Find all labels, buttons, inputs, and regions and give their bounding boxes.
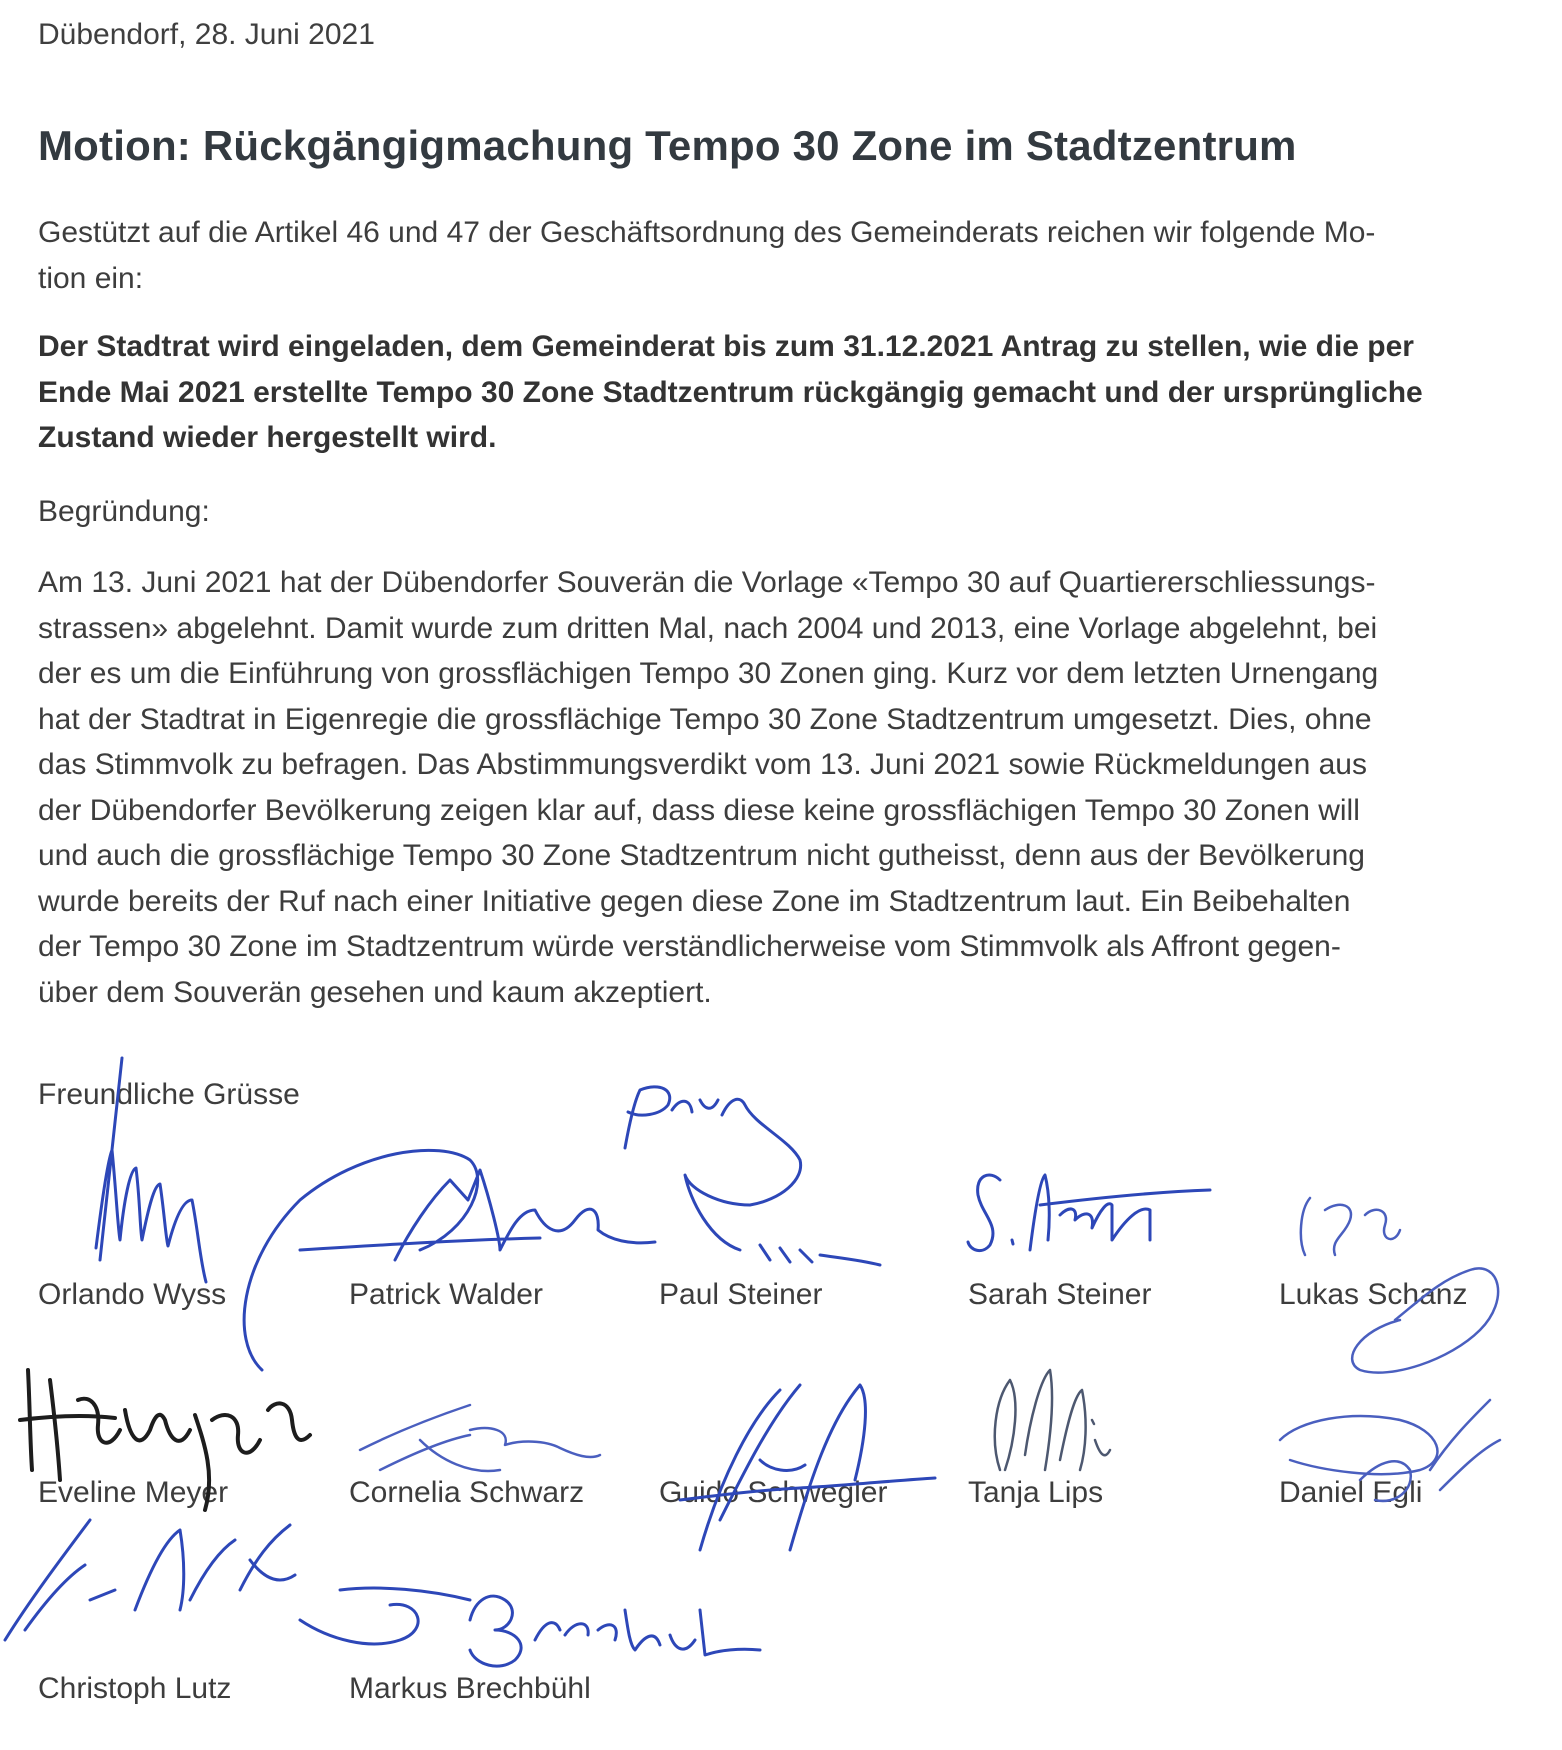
demand-line: Ende Mai 2021 erstellte Tempo 30 Zone Stadtzentrum rückgängig gemacht und der ursprüngliche <box>38 375 1423 409</box>
document-title: Motion: Rückgängigmachung Tempo 30 Zone im Stadtzentrum <box>38 122 1297 169</box>
demand-line: Der Stadtrat wird eingeladen, dem Gemeinderat bis zum 31.12.2021 Antrag zu stellen, wie die per <box>38 330 1414 363</box>
signatory-name: Paul Steiner <box>659 1278 823 1311</box>
reason-line: über dem Souverän gesehen und kaum akzeptiert. <box>38 975 712 1009</box>
signature-patrick-walder <box>244 1150 655 1370</box>
signatory-name: Eveline Meyer <box>38 1476 229 1509</box>
signatory-name: Orlando Wyss <box>38 1278 227 1311</box>
signatory-name: Cornelia Schwarz <box>349 1476 585 1509</box>
signature-markus-brechbuehl <box>300 1588 760 1666</box>
demand-paragraph <box>38 324 1468 461</box>
intro-paragraph <box>38 210 1468 301</box>
reason-line: strassen» abgelehnt. Damit wurde zum dritten Mal, nach 2004 und 2013, eine Vorlage abgelehnt, bei <box>38 611 1378 645</box>
signature-guido-schwegler <box>680 1385 935 1550</box>
signatory-name: Tanja Lips <box>968 1476 1104 1509</box>
signatory-name: Guido Schwegler <box>659 1476 888 1509</box>
signature-tanja-lips <box>995 1370 1110 1470</box>
signature-cornelia-schwarz <box>360 1405 600 1471</box>
signatory-name: Christoph Lutz <box>38 1672 232 1705</box>
signatory-name: Daniel Egli <box>1279 1476 1423 1509</box>
signatory-name: Lukas Schanz <box>1279 1278 1468 1311</box>
closing-greeting: Freundliche Grüsse <box>38 1078 300 1111</box>
reason-line: das Stimmvolk zu befragen. Das Abstimmungsverdikt vom 13. Juni 2021 sowie Rückmeldungen aus <box>38 748 1367 781</box>
demand-line: Zustand wieder hergestellt wird. <box>38 421 497 454</box>
signature-sarah-steiner <box>968 1175 1210 1251</box>
signature-paul-steiner <box>625 1087 880 1265</box>
reason-line: der Dübendorfer Bevölkerung zeigen klar auf, dass diese keine grossflächigen Tempo 30 Zonen will <box>38 793 1360 827</box>
intro-line: Gestützt auf die Artikel 46 und 47 der Geschäftsordnung des Gemeinderats reichen wir folgende Mo- <box>38 216 1376 249</box>
reason-line: hat der Stadtrat in Eigenregie die grossflächige Tempo 30 Zone Stadtzentrum umgesetzt. Dies, ohne <box>38 702 1372 736</box>
reason-line: und auch die grossflächige Tempo 30 Zone Stadtzentrum nicht gutheisst, denn aus der Bevölkerung <box>38 839 1365 872</box>
signatory-name: Patrick Walder <box>349 1278 543 1311</box>
reason-line: der Tempo 30 Zone im Stadtzentrum würde verständlicherweise vom Stimmvolk als Affront gegen- <box>38 930 1341 963</box>
reason-line: wurde bereits der Ruf nach einer Initiative gegen diese Zone im Stadtzentrum laut. Ein Beibehalten <box>38 884 1351 918</box>
signature-christoph-lutz <box>5 1520 295 1640</box>
reason-line: Am 13. Juni 2021 hat der Dübendorfer Souverän die Vorlage «Tempo 30 auf Quartiererschliessungs- <box>38 566 1376 599</box>
place-date: Dübendorf, 28. Juni 2021 <box>38 18 375 51</box>
reason-heading: Begründung: <box>38 495 210 528</box>
intro-line: tion ein: <box>38 261 144 295</box>
signatory-name: Markus Brechbühl <box>349 1672 591 1705</box>
signatory-name: Sarah Steiner <box>968 1278 1152 1311</box>
reason-paragraph <box>38 560 1468 1015</box>
reason-line: der es um die Einführung von grossflächigen Tempo 30 Zonen ging. Kurz vor dem letzten Urnengang <box>38 657 1379 690</box>
